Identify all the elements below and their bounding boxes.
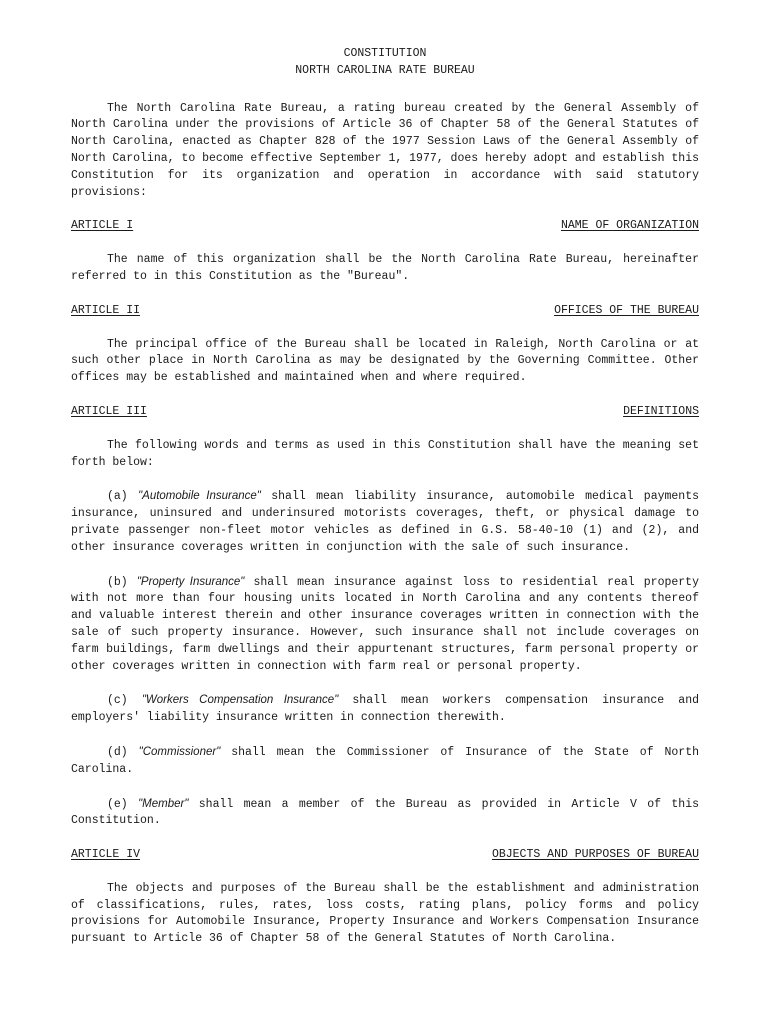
definition-b-text: shall mean insurance against loss to residential real property with not more than four housing units located in North Carolina and any contents thereof and valuable interest therein and other insurance coverages written in connection with the sale of such property insurance. However, such insurance shall not include coverages on farm buildings, farm dwellings and their appurtenant structures, farm personal property or other coverages written in connection with farm real or personal property. <box>71 575 699 673</box>
article-3-number: ARTICLE III <box>71 404 147 418</box>
article-1-text: The name of this organization shall be the North Carolina Rate Bureau, hereinafter referred to in this Constitution as the "Bureau". <box>71 253 699 283</box>
definition-d-label: (d) <box>107 745 128 759</box>
definition-a <box>71 488 699 556</box>
article-4-heading: OBJECTS AND PURPOSES OF BUREAU <box>491 848 699 862</box>
definition-b-label: (b) <box>107 575 128 589</box>
article-1-number: ARTICLE I <box>71 219 134 233</box>
article-4-header <box>71 847 699 864</box>
definition-e <box>71 796 699 831</box>
article-4-number: ARTICLE IV <box>71 848 141 862</box>
definition-e-term: "Member" <box>138 797 189 810</box>
definition-d-text: shall mean the Commissioner of Insurance of the State of North Carolina. <box>71 745 700 776</box>
article-3-heading: DEFINITIONS <box>623 404 699 418</box>
definition-a-text: shall mean liability insurance, automobile medical payments insurance, uninsured and underinsured motorists coverages, theft, or physical damage to private passenger non-fleet motor vehicles as defined in G.S. 58-40-10 (1) and (2), and other insurance coverages written in conjunction with the sale of such insurance. <box>71 490 700 554</box>
definition-a-label: (a) <box>107 490 128 504</box>
article-1-heading: NAME OF ORGANIZATION <box>560 219 699 233</box>
article-2-header <box>71 303 699 320</box>
definition-c-text: shall mean workers compensation insurance and employers' liability insurance written in connection therewith. <box>71 694 699 725</box>
title-line-2: NORTH CAROLINA RATE BUREAU <box>295 63 475 77</box>
definition-a-term: "Automobile Insurance" <box>138 490 261 503</box>
preamble-paragraph: The North Carolina Rate Bureau, a rating bureau created by the General Assembly of North Carolina under the provisions of Article 36 of Chapter 58 of the General Statutes of North Carolina, enacted as Chapter 828 of the 1977 Session Laws of the General Assembly of North Carolina, to become effective September 1, 1977, does hereby adopt and establish this Constitution for its organization and operation in accordance with said statutory provisions: <box>71 101 700 199</box>
title-line-1: CONSTITUTION <box>343 47 427 60</box>
definition-b-term: "Property Insurance" <box>136 575 245 588</box>
definition-e-label: (e) <box>107 797 128 811</box>
document-title <box>71 46 699 80</box>
definition-d-term: "Commissioner" <box>138 745 221 758</box>
article-2-number: ARTICLE II <box>71 303 141 317</box>
article-4-text: The objects and purposes of the Bureau shall be the establishment and administration of classifications, rules, rates, loss costs, rating plans, policy forms and policy provisions for Automobile Insurance, Property Insurance and Workers Compensation Insurance pursuant to Article 36 of Chapter 58 of the General Statutes of North Carolina. <box>71 881 699 946</box>
definition-e-text: shall mean a member of the Bureau as provided in Article V of this Constitution. <box>71 797 700 828</box>
definition-c-label: (c) <box>107 694 128 708</box>
definition-d <box>71 744 699 779</box>
definition-c-term: "Workers Compensation Insurance" <box>141 694 339 707</box>
article-2-text: The principal office of the Bureau shall be located in Raleigh, North Carolina or at such other place in North Carolina as may be designated by the Governing Committee. Other offices may be established and maintained when and where required. <box>71 337 699 385</box>
definition-b <box>71 574 699 676</box>
article-1-header <box>71 218 699 235</box>
article-3-header <box>71 404 699 421</box>
definition-c <box>71 692 699 727</box>
article-3-text: The following words and terms as used in this Constitution shall have the meaning set forth below: <box>71 438 699 469</box>
article-2-heading: OFFICES OF THE BUREAU <box>554 303 699 317</box>
